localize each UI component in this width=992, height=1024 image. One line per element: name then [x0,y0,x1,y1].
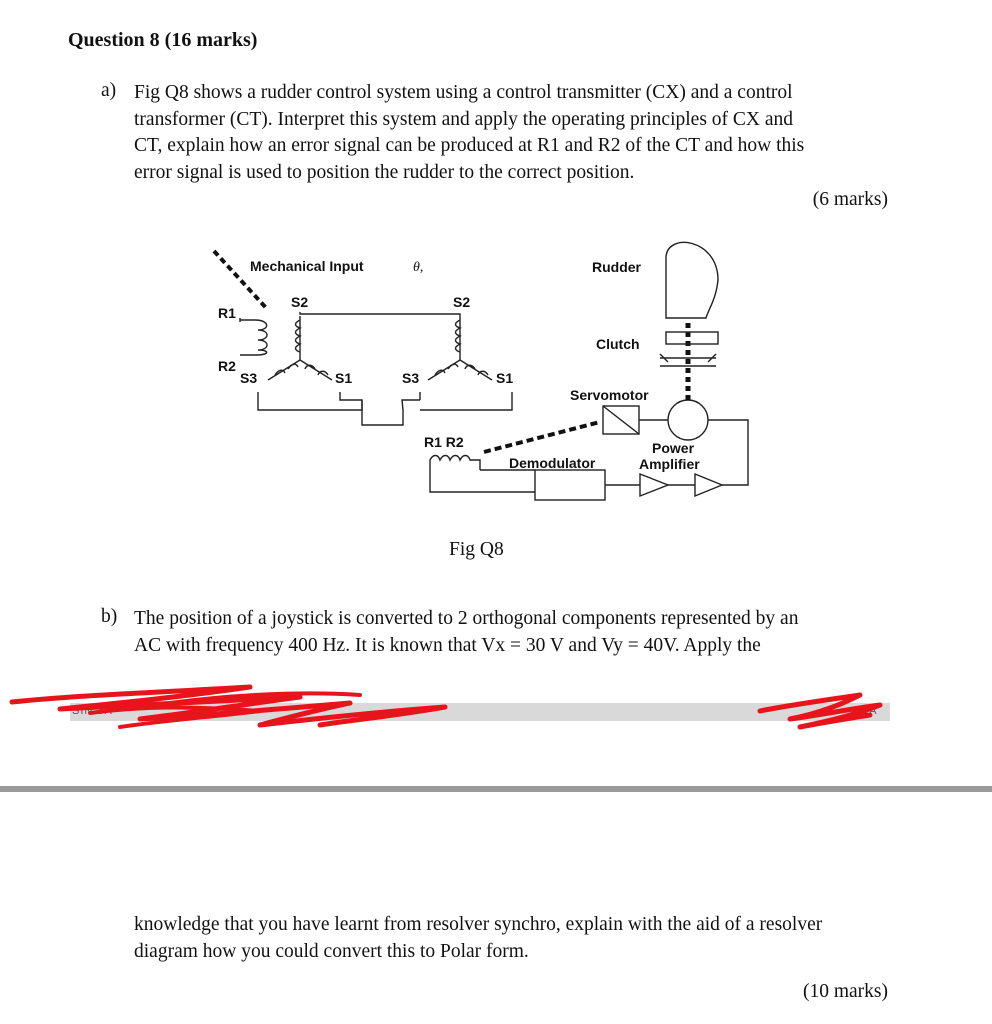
part-b-label: b) [101,606,118,627]
part-a-marks: (6 marks) [812,189,888,210]
ct-rotor-coil [430,456,480,471]
theta-label: θ, [413,260,424,275]
ct-output-wires [430,470,535,492]
cx-r1-label: R1 [218,305,236,321]
cx-s2-label: S2 [291,294,309,310]
part-a-line: transformer (CT). Interpret this system and apply the operating principles of CX and [134,108,794,130]
part-a-line: CT, explain how an error signal can be produced at R1 and R2 of the CT and how this [134,135,805,156]
ct-link-wire [420,392,512,410]
obscured-text-right: 3A [862,705,878,717]
clutch-label: Clutch [596,336,640,352]
figure-caption: Fig Q8 [449,539,504,560]
mechanical-input-label: Mechanical Input [250,258,364,274]
rudder-shape [666,242,718,318]
part-b-line: AC with frequency 400 Hz. It is known that Vx = 30 V and Vy = 40V. Apply the [134,634,761,656]
s3-link-wire [258,392,362,410]
part-b-text-top [134,606,798,659]
part-b-line: knowledge that you have learnt from resolver synchro, explain with the aid of a resolver [134,914,823,935]
demodulator-label: Demodulator [509,455,596,471]
ct-s1-label: S1 [496,370,514,386]
servomotor-label: Servomotor [570,387,649,403]
part-a-line: error signal is used to position the rudder to the correct position. [134,161,635,183]
servomotor-circle [668,400,708,440]
amplifier-stage-2 [695,474,722,496]
power-label: Power [652,440,695,456]
red-scribble [0,675,992,735]
s1-cross-wire [340,392,420,425]
amplifier-label: Amplifier [639,456,700,472]
ct-r1r2-label: R1 R2 [424,434,464,450]
feedback-shaft [484,422,600,452]
rudder-label: Rudder [592,259,641,275]
s2-link-wire [300,312,460,316]
cx-s1-label: S1 [335,370,353,386]
amplifier-output-wire [708,420,748,485]
page-divider [0,786,992,792]
part-a-line: Fig Q8 shows a rudder control system using a control transmitter (CX) and a control [134,82,793,103]
part-b-text-bottom [134,912,822,965]
ct-s3-label: S3 [402,370,420,386]
cx-s3-label: S3 [240,370,258,386]
part-a-label: a) [101,80,117,101]
demodulator-box [535,470,605,500]
question-heading: Question 8 (16 marks) [68,29,258,51]
clutch-plate [666,332,718,344]
cx-star-legs [268,360,332,380]
cx-rotor-coil [240,320,267,355]
rudder-control-diagram [200,235,760,505]
part-b-line: diagram how you could convert this to Polar form. [134,940,529,962]
obscured-text-left: SIN 3A [72,705,113,717]
part-b-line: The position of a joystick is converted to 2 orthogonal components represented by an [134,608,799,629]
ct-s2-label: S2 [453,294,471,310]
part-b-marks: (10 marks) [802,981,888,1002]
part-a-text [134,80,804,186]
ct-star-legs [428,360,492,380]
cx-r2-label: R2 [218,358,236,374]
amplifier-stage-1 [640,474,668,496]
